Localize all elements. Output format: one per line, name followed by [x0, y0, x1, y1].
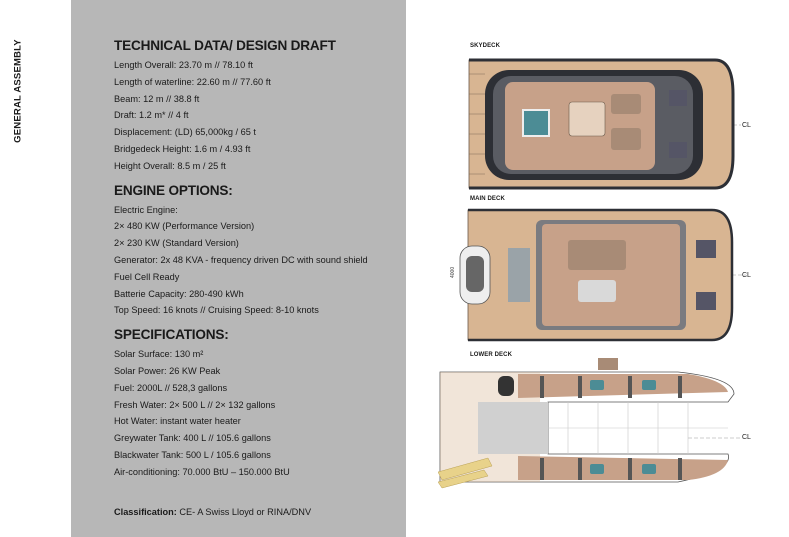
maindeck-label: MAIN DECK — [470, 196, 505, 202]
spec-row — [114, 91, 404, 108]
spec-value: 2× 500 L // 2× 132 gallons — [166, 399, 276, 410]
skydeck-label: SKYDECK — [470, 43, 501, 49]
technical-heading: TECHNICAL DATA/ DESIGN DRAFT — [114, 38, 336, 53]
spec-label: Length Overall: — [114, 60, 177, 70]
spec-value: 280-490 kWh — [186, 288, 244, 299]
lowerdeck-label: LOWER DECK — [470, 352, 512, 358]
spec-value: 48 KVA - frequency driven DC with sound shield — [170, 254, 368, 265]
spec-row — [114, 380, 404, 397]
spec-label: Draft: — [114, 110, 137, 121]
spec-value: 400 L // 105.6 gallons — [180, 433, 271, 444]
spec-label: Air-conditioning: — [114, 466, 180, 477]
spec-row — [114, 363, 404, 380]
spec-row — [114, 107, 404, 124]
spec-value: 1.2 m* // 4 ft — [136, 110, 189, 121]
spec-value: 500 L / 105.6 gallons — [183, 449, 271, 460]
spec-row — [114, 57, 404, 74]
cl-label-maindeck: CL — [742, 272, 751, 279]
engine-standard: 2× 230 KW (Standard Version) — [114, 238, 239, 249]
spec-label: Hot Water: — [114, 416, 158, 427]
spec-value: 70.000 BtU – 150.000 BtU — [179, 466, 290, 477]
spec-label: Length of waterline: — [114, 76, 195, 87]
spec-content — [114, 38, 404, 481]
maindeck-plan — [450, 206, 750, 344]
spec-value: instant water heater — [157, 416, 241, 427]
specs-list — [114, 346, 404, 480]
engine-performance: 2× 480 KW (Performance Version) — [114, 221, 255, 232]
spec-row — [114, 346, 404, 363]
spec-value: 1.6 m / 4.93 ft — [191, 143, 251, 154]
spec-row — [114, 413, 404, 430]
spec-label: Solar Power: — [114, 365, 167, 376]
spec-row — [114, 447, 404, 464]
spec-value: 23.70 m // 78.10 ft — [176, 60, 253, 70]
spec-label: Classification: — [114, 507, 177, 517]
spec-label: Top Speed: — [114, 305, 161, 316]
spec-value: 8-10 knots — [273, 305, 319, 316]
spec-value: (LD) 65,000kg / 65 t — [172, 127, 256, 138]
spec-label: Blackwater Tank: — [114, 449, 184, 460]
spec-label: Beam: — [114, 93, 141, 104]
spec-value: 16 knots // — [160, 305, 208, 316]
tender-dimension: 4000 — [450, 266, 456, 278]
side-label: GENERAL ASSEMBLY — [12, 39, 24, 143]
spec-value: 130 m² — [172, 349, 204, 360]
lowerdeck-plan — [438, 358, 748, 492]
spec-value: 2000L // 528,3 gallons — [134, 382, 228, 393]
spec-label: Cruising Speed: — [207, 305, 274, 316]
spec-row — [114, 464, 404, 481]
spec-label: Bridgedeck Height: — [114, 143, 192, 154]
engine-electric: Electric Engine: — [114, 204, 178, 215]
spec-row — [114, 397, 404, 414]
spec-value: 22.60 m // 77.60 ft — [194, 76, 271, 87]
spec-value: 8.5 m / 25 ft — [174, 160, 226, 171]
spec-label: Generator: 2x — [114, 254, 171, 265]
spec-label: Solar Surface: — [114, 349, 173, 360]
classification — [114, 507, 311, 517]
engine-generator — [114, 252, 404, 269]
spec-label: Fresh Water: — [114, 399, 167, 410]
cl-label-lowerdeck: CL — [742, 434, 751, 441]
spec-value: 26 KW Peak — [166, 365, 221, 376]
spec-label: Fuel: — [114, 382, 135, 393]
engine-batterie — [114, 286, 404, 303]
spec-row — [114, 74, 404, 91]
engine-fuel-cell: Fuel Cell Ready — [114, 271, 180, 282]
spec-label: Height Overall: — [114, 160, 175, 171]
specs-heading: SPECIFICATIONS: — [114, 327, 229, 343]
spec-row — [114, 158, 404, 175]
engine-speed — [114, 302, 404, 319]
engine-heading: ENGINE OPTIONS: — [114, 182, 233, 198]
spec-label: Greywater Tank: — [114, 433, 181, 444]
cl-label-skydeck: CL — [742, 122, 751, 129]
technical-list — [114, 57, 404, 175]
spec-value: CE- A Swiss Lloyd or RINA/DNV — [176, 507, 312, 517]
spec-row — [114, 430, 404, 447]
spec-row — [114, 141, 404, 158]
spec-row — [114, 124, 404, 141]
spec-label: Displacement: — [114, 127, 173, 138]
spec-label: Batterie Capacity: — [114, 288, 187, 299]
spec-value: 12 m // 38.8 ft — [140, 93, 200, 104]
engine-list — [114, 202, 404, 320]
skydeck-plan — [465, 54, 745, 194]
